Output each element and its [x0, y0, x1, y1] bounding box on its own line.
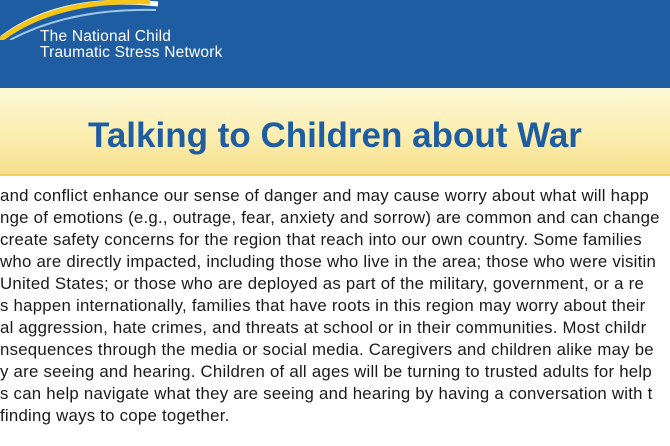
- org-name-line-2: Traumatic Stress Network: [40, 44, 223, 61]
- body-line: who are directly impacted, including those who live in the area; those who were visitin: [0, 252, 657, 271]
- header-banner: [0, 0, 670, 88]
- title-divider: [0, 174, 670, 176]
- body-line: y are seeing and hearing. Children of all ages will be turning to trusted adults for help: [0, 362, 652, 381]
- body-paragraph: [0, 186, 670, 446]
- body-line: s can help navigate what they are seeing and hearing by having a conversation with t: [0, 384, 653, 403]
- body-line: nsequences through the media or social media. Caregivers and children alike may be: [0, 340, 654, 359]
- body-line: nge of emotions (e.g., outrage, fear, anxiety and sorrow) are common and can change: [0, 208, 660, 227]
- page-title: Talking to Children about War: [88, 116, 582, 155]
- body-line: finding ways to cope together.: [0, 406, 230, 425]
- body-line: create safety concerns for the region that reach into our own country. Some families: [0, 230, 642, 249]
- org-name-line-1: The National Child: [40, 28, 172, 45]
- body-line: s happen internationally, families that have roots in this region may worry about their: [0, 296, 646, 315]
- body-line: United States; or those who are deployed as part of the military, government, or a re: [0, 274, 645, 293]
- body-line: and conflict enhance our sense of danger and may cause worry about what will happ: [0, 186, 649, 205]
- body-line: al aggression, hate crimes, and threats at school or in their communities. Most childr: [0, 318, 647, 337]
